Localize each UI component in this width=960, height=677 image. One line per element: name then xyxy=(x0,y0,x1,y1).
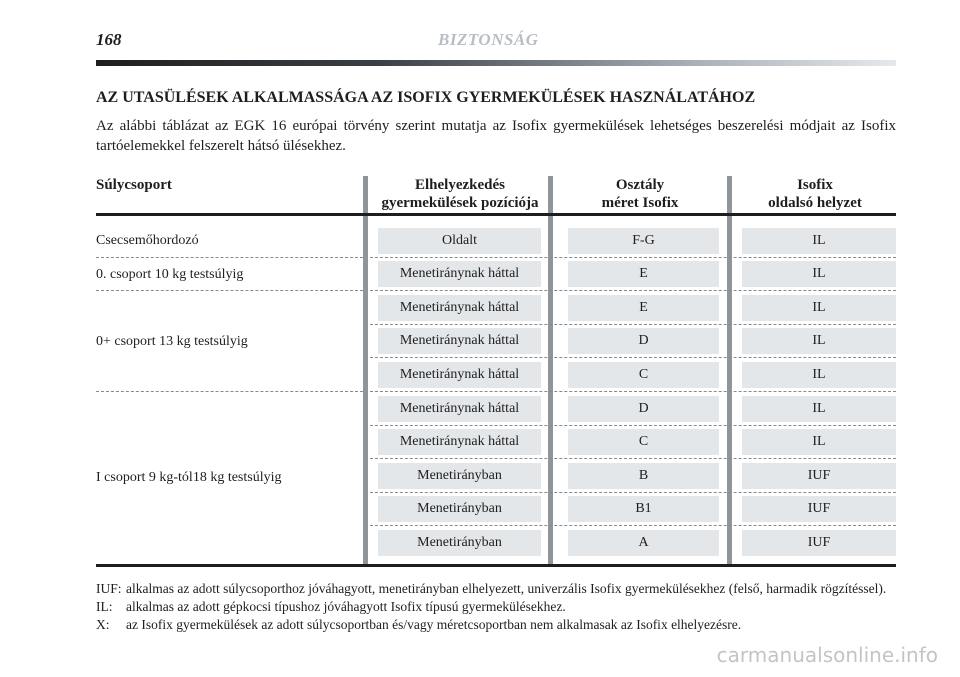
group-label: I csoport 9 kg-tól18 kg testsúlyig xyxy=(96,470,282,485)
header-isofix-line1: Isofix xyxy=(797,177,833,193)
cell-position: Menetiránynak háttal xyxy=(378,362,541,388)
row-separator xyxy=(370,324,896,325)
group-separator xyxy=(96,290,363,291)
legend-notes xyxy=(96,580,896,634)
group-label: 0+ csoport 13 kg testsúlyig xyxy=(96,334,248,349)
column-divider xyxy=(548,176,553,566)
note-text: alkalmas az adott súlycsoporthoz jóváhagyott, menetirányban elhelyezett, univerzális Isofix gyermekülésekhez (felső, harmadik rögzítéssel). xyxy=(126,581,887,596)
header-position-line2: gyermekülések pozíciója xyxy=(381,195,539,211)
header-position xyxy=(370,176,550,212)
cell-isofix: IL xyxy=(742,261,896,287)
cell-position: Oldalt xyxy=(378,228,541,254)
watermark: carmanualsonline.info xyxy=(716,643,938,667)
cell-isofix: IL xyxy=(742,362,896,388)
group-label: 0. csoport 10 kg testsúlyig xyxy=(96,267,244,282)
cell-position: Menetirányban xyxy=(378,530,541,556)
section-title: BIZTONSÁG xyxy=(438,30,539,49)
cell-class: E xyxy=(568,295,719,321)
header-class-line2: méret Isofix xyxy=(601,195,679,211)
cell-position: Menetiránynak háttal xyxy=(378,396,541,422)
header-rule-thick xyxy=(96,213,896,216)
cell-class: D xyxy=(568,396,719,422)
column-divider xyxy=(727,176,732,566)
note-text: alkalmas az adott gépkocsi típushoz jóváhagyott Isofix típusú gyermekülésekhez. xyxy=(126,599,566,614)
cell-position: Menetirányban xyxy=(378,463,541,489)
row-separator xyxy=(370,257,896,258)
row-separator xyxy=(370,458,896,459)
cell-class: A xyxy=(568,530,719,556)
group-separator xyxy=(96,257,363,258)
row-separator xyxy=(370,290,896,291)
cell-class: B1 xyxy=(568,496,719,522)
cell-isofix: IL xyxy=(742,429,896,455)
intro-paragraph: Az alábbi táblázat az EGK 16 európai törvény szerint mutatja az Isofix gyermekülések lehetséges beszerelési módjait az Isofix tartóelemekkel felszerelt hátsó ülésekhez. xyxy=(96,118,896,154)
note-x xyxy=(96,616,896,634)
cell-isofix: IL xyxy=(742,328,896,354)
header-rule xyxy=(96,60,896,66)
table-bottom-rule xyxy=(96,564,896,567)
cell-isofix: IL xyxy=(742,228,896,254)
header-isofix-line2: oldalsó helyzet xyxy=(768,195,862,211)
column-divider xyxy=(363,176,368,566)
row-separator xyxy=(370,391,896,392)
cell-isofix: IL xyxy=(742,295,896,321)
note-text: az Isofix gyermekülések az adott súlycsoportban és/vagy méretcsoportban nem alkalmasak az Isofix elhelyezésre. xyxy=(126,617,742,632)
note-key: X: xyxy=(96,617,110,632)
cell-class: B xyxy=(568,463,719,489)
note-iuf xyxy=(96,580,896,598)
header-weight-group: Súlycsoport xyxy=(96,177,172,193)
cell-position: Menetiránynak háttal xyxy=(378,328,541,354)
row-separator xyxy=(370,357,896,358)
cell-class: D xyxy=(568,328,719,354)
cell-position: Menetiránynak háttal xyxy=(378,295,541,321)
row-separator xyxy=(370,425,896,426)
document-heading: AZ UTASÜLÉSEK ALKALMASSÁGA AZ ISOFIX GYERMEKÜLÉSEK HASZNÁLATÁHOZ xyxy=(96,89,756,106)
cell-class: F-G xyxy=(568,228,719,254)
cell-class: C xyxy=(568,362,719,388)
note-key: IL: xyxy=(96,599,113,614)
header-class xyxy=(555,176,725,212)
note-il xyxy=(96,598,896,616)
row-separator xyxy=(370,525,896,526)
cell-position: Menetiránynak háttal xyxy=(378,429,541,455)
cell-isofix: IUF xyxy=(742,463,896,489)
row-separator xyxy=(370,492,896,493)
group-label: Csecsemőhordozó xyxy=(96,233,199,248)
page-number: 168 xyxy=(96,30,122,49)
group-separator xyxy=(96,391,363,392)
cell-position: Menetirányban xyxy=(378,496,541,522)
cell-isofix: IUF xyxy=(742,530,896,556)
cell-isofix: IUF xyxy=(742,496,896,522)
cell-isofix: IL xyxy=(742,396,896,422)
header-class-line1: Osztály xyxy=(615,177,665,193)
cell-class: C xyxy=(568,429,719,455)
header-position-line1: Elhelyezkedés xyxy=(415,177,505,193)
header-isofix xyxy=(734,176,896,212)
cell-class: E xyxy=(568,261,719,287)
cell-position: Menetiránynak háttal xyxy=(378,261,541,287)
note-key: IUF: xyxy=(96,581,122,596)
